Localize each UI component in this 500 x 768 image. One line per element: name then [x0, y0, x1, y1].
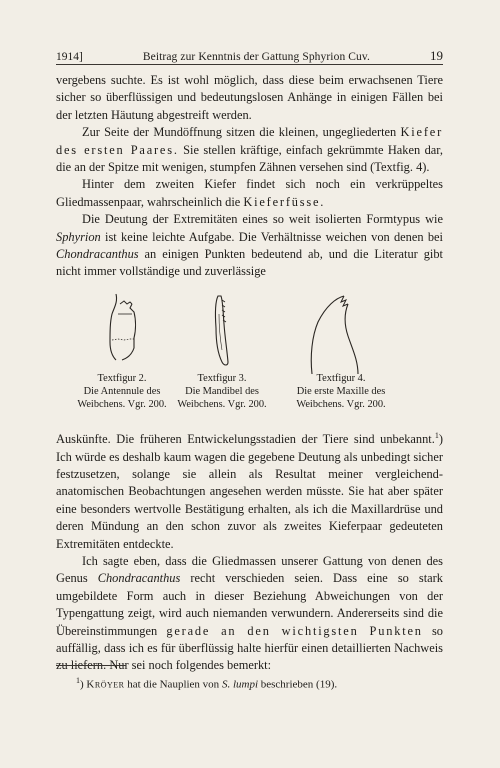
running-header — [56, 48, 443, 64]
footnote-species: S. lumpi — [221, 678, 258, 691]
footnote: $^1$) Kröyer hat die Nauplien von S. lumpi beschrieben (19). — [76, 676, 338, 691]
caption-4-line-1: Die erste Maxille des — [296, 386, 386, 397]
paragraph-5-text-b: ) Ich würde es deshalb kaum wagen die gegebene Deutung als unbedingt sicher festzusetzen, solange sie allein als Resultat meiner vergleichend-anatomischen Beobachtungen angesehen werden müsste. Sie hat aber später eine besonders wertvolle Bestätigung erhalten, als ich die Maxillardrüse und deren Mündung an den schon zuvor als zweites Kieferpaar gedeuteten Extremitäten entdeckte. — [56, 432, 443, 551]
footnote-marker: 1 — [76, 676, 80, 685]
paragraph-3-emphasis: Kieferfüsse. — [243, 194, 326, 209]
paragraph-4 — [56, 211, 443, 281]
genus-name-sphyrion: Sphyrion — [56, 229, 101, 244]
genus-name-chondracanthus-2: Chondracanthus — [97, 571, 181, 586]
paragraph-2-text-a: Zur Seite der Mundöffnung sitzen die kleinen, ungegliederten — [82, 125, 397, 140]
maxilla-drawing — [306, 292, 366, 378]
page-number: 19 — [429, 48, 443, 63]
caption-figure-2 — [77, 372, 167, 411]
antennule-drawing — [94, 292, 154, 372]
caption-figure-3 — [172, 372, 272, 411]
bottom-text-block — [56, 427, 443, 675]
figure-row — [56, 292, 443, 422]
paragraph-3 — [56, 176, 443, 211]
caption-2-label: Textfigur 2. — [97, 373, 147, 384]
figure-maxilla — [306, 292, 366, 378]
footnote-text-b: beschrieben (19). — [258, 678, 338, 691]
figure-mandible — [206, 294, 236, 370]
paragraph-3-text: Hinter dem zweiten Kiefer findet sich noch ein verkrüppeltes Gliedmassenpaar, wahrscheinlich die — [56, 177, 443, 209]
caption-3-line-1: Die Mandibel des — [185, 386, 259, 397]
genus-name-chondracanthus: Chondracanthus — [56, 247, 139, 262]
paragraph-1-text: vergebens suchte. Es ist wohl möglich, dass diese beim erwachsenen Tiere sicher so überflüssigen und bedeutungslosen Anhänge in einigen Fällen bei der letzten Häutung abgestreift werden. — [56, 73, 443, 122]
paragraph-4-text-b: ist keine leichte Aufgabe. Die Verhältnisse weichen von denen bei — [100, 229, 443, 244]
caption-2-line-2: Weibchens. Vgr. 200. — [77, 399, 167, 410]
footnote-text-a: hat die Nauplien von — [124, 678, 222, 691]
paragraph-2 — [56, 124, 443, 176]
figure-antennule — [94, 292, 154, 372]
paragraph-6-text-c: so auffällig, dass ich es für überflüssig halte hierfür einen detaillierten Nachweis zu liefern. Nur sei noch folgendes bemerkt: — [56, 623, 443, 673]
footnote-reference[interactable]: 1 — [434, 431, 439, 440]
paragraph-4-text-c: an einigen Punkten bedeutend ab, und die Literatur gibt nicht immer vollständige und zuverlässige — [56, 247, 443, 279]
top-text-block — [56, 72, 443, 281]
caption-3-line-2: Weibchens. Vgr. 200. — [177, 399, 267, 410]
footnote-rule — [56, 665, 126, 666]
paragraph-6-text-a: Ich sagte eben, dass die Gliedmassen unserer Gattung von denen des Genus — [56, 553, 443, 586]
mandible-drawing — [206, 294, 236, 370]
paragraph-1 — [56, 72, 443, 124]
paragraph-2-emphasis: Kiefer des ersten Paares. — [56, 125, 443, 157]
footnote-author: Kröyer — [86, 678, 125, 691]
caption-figure-4 — [286, 372, 396, 411]
caption-3-label: Textfigur 3. — [197, 373, 247, 384]
header-running-title: Beitrag zur Kenntnis der Gattung Sphyrion Cuv. — [142, 51, 370, 63]
paragraph-4-text-a: Die Deutung der Extremitäten eines so weit isolierten Formtypus wie — [82, 212, 443, 227]
header-year: 1914] — [56, 51, 83, 63]
paragraph-2-text-b: Sie stellen kräftige, einfach gekrümmte Haken dar, die an der Spitze mit wenigen, stumpfen Zähnen versehen sind (Textfig. 4). — [56, 142, 443, 175]
caption-4-label: Textfigur 4. — [316, 373, 366, 384]
paragraph-6-text-b: recht verschieden seien. Dass eine so stark umgebildete Form auch in dieser Beziehung Abweichungen von der Typengattung zeigt, wird auch niemanden verwundern. Andererseits sind die Übereinstimmungen — [56, 571, 443, 638]
paragraph-5 — [56, 427, 443, 553]
caption-2-line-1: Die Antennule des — [83, 386, 161, 397]
paragraph-6 — [56, 553, 443, 675]
paragraph-5-text-a: Auskünfte. Die früheren Entwickelungsstadien der Tiere sind unbekannt. — [56, 432, 435, 447]
caption-4-line-2: Weibchens. Vgr. 200. — [296, 399, 386, 410]
header-rule — [56, 64, 443, 65]
paragraph-6-emphasis: gerade an den wichtigsten Punkten — [166, 623, 423, 638]
